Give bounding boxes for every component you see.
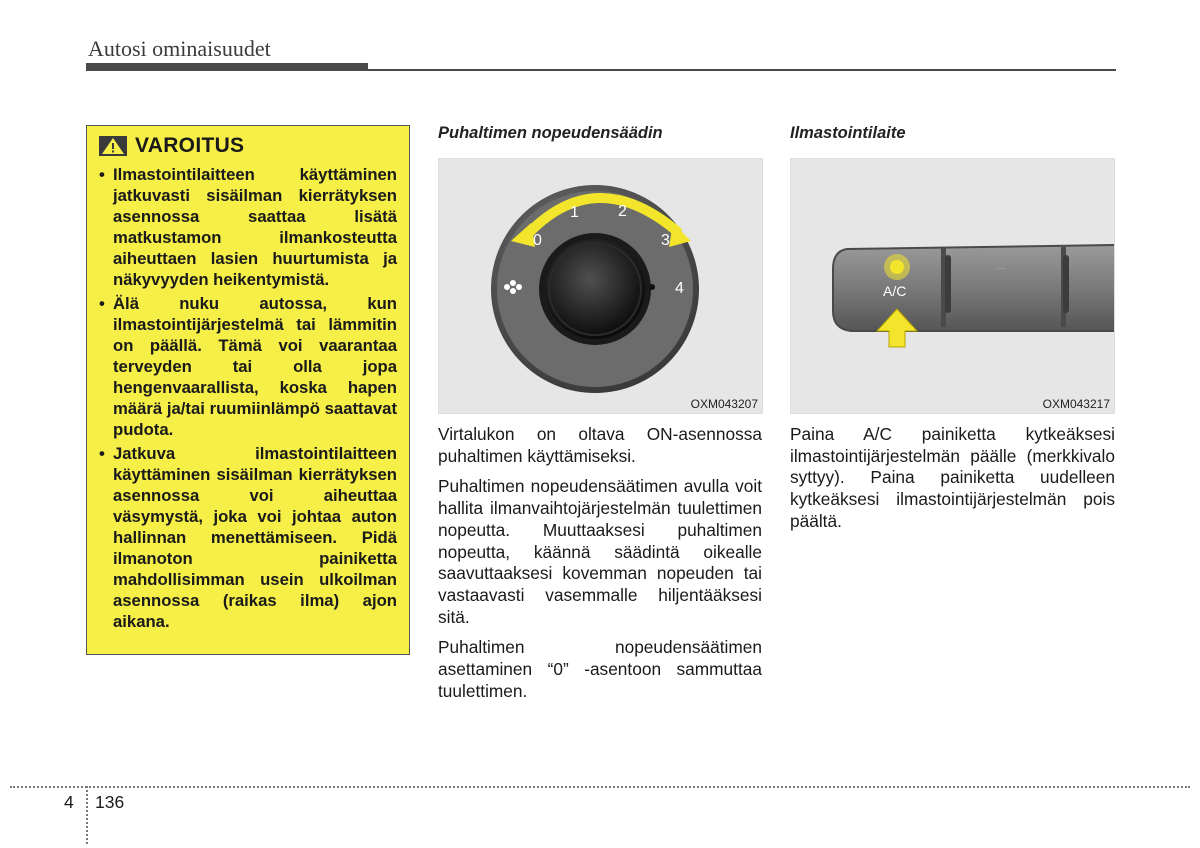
ac-button-figure bbox=[790, 158, 1115, 414]
warning-title: VAROITUS bbox=[135, 134, 245, 157]
warning-box bbox=[86, 125, 410, 655]
knob-label-1: 1 bbox=[570, 204, 579, 221]
footer-separator bbox=[86, 786, 88, 844]
fan-paragraph: Puhaltimen nopeudensäätimen avulla voit hallita ilmanvaihtojärjestelmän tuulettimen nopeutta. Muuttaaksesi puhaltimen nopeutta, käännä säädintä oikealle saavuttaaksesi kovemman nopeuden tai vastaavasti vasemmalle hiljentääksesi sitä. bbox=[438, 476, 762, 627]
knob-label-4: 4 bbox=[675, 280, 684, 297]
fan-paragraph: Puhaltimen nopeudensäätimen asettaminen “0” -asentoon sammuttaa tuulettimen. bbox=[438, 637, 762, 701]
header-rule bbox=[86, 69, 1116, 71]
ac-section-text bbox=[790, 424, 1115, 542]
warning-header bbox=[99, 134, 397, 158]
figure-code: OXM043217 bbox=[1042, 397, 1110, 411]
page-number: 136 bbox=[95, 792, 125, 812]
warning-item: • Ilmastointilaitteen käyttäminen jatkuvasti sisäilman kierrätyksen asennossa saattaa lisätä matkustamon ilmankosteutta aiheuttaen lasien huurtumista ja näkyvyyden heikentymistä. bbox=[99, 164, 397, 290]
knob-label-2: 2 bbox=[618, 203, 627, 220]
knob-label-0: 0 bbox=[533, 232, 542, 249]
warning-item: • Älä nuku autossa, kun ilmastointijärjestelmä tai lämmitin on päällä. Tämä voi vaarantaa terveyden tai olla jopa hengenvaarallista, koska hapen määrä ja/tai ruumiinlämpö saattavat pudota. bbox=[99, 293, 397, 440]
fan-section-heading: Puhaltimen nopeudensäädin bbox=[438, 124, 663, 142]
fan-paragraph: Virtalukon on oltava ON-asennossa puhaltimen käyttämiseksi. bbox=[438, 424, 762, 466]
faded-panel-mark: ··· bbox=[997, 263, 1006, 273]
warning-list bbox=[99, 164, 397, 632]
fan-knob-illustration bbox=[439, 159, 763, 414]
ac-section-heading: Ilmastointilaite bbox=[790, 124, 906, 142]
footer-rule bbox=[10, 786, 1190, 788]
chapter-number: 4 bbox=[64, 792, 74, 812]
fan-knob-figure bbox=[438, 158, 763, 414]
ac-panel-illustration bbox=[791, 159, 1115, 414]
figure-code: OXM043207 bbox=[690, 397, 758, 411]
ac-indicator-glow bbox=[884, 254, 910, 280]
warning-item: • Jatkuva ilmastointilaitteen käyttäminen sisäilman kierrätyksen asennossa voi aiheuttaa väsymystä, joka voi johtaa auton hallinnan menettämiseen. Pidä ilmanoton painiketta mahdollisimman usein ulkoilman asennossa (raikas ilma) ajon aikana. bbox=[99, 443, 397, 632]
header-title: Autosi ominaisuudet bbox=[88, 36, 271, 61]
warning-triangle-icon bbox=[99, 136, 127, 156]
fan-section-text bbox=[438, 424, 762, 711]
ac-button-label: A/C bbox=[883, 283, 907, 299]
ac-paragraph: Paina A/C painiketta kytkeäksesi ilmastointijärjestelmän päälle (merkkivalo syttyy). Paina painiketta uudelleen kytkeäksesi ilmastointijärjestelmän pois päältä. bbox=[790, 424, 1115, 531]
knob-label-3: 3 bbox=[661, 232, 670, 249]
